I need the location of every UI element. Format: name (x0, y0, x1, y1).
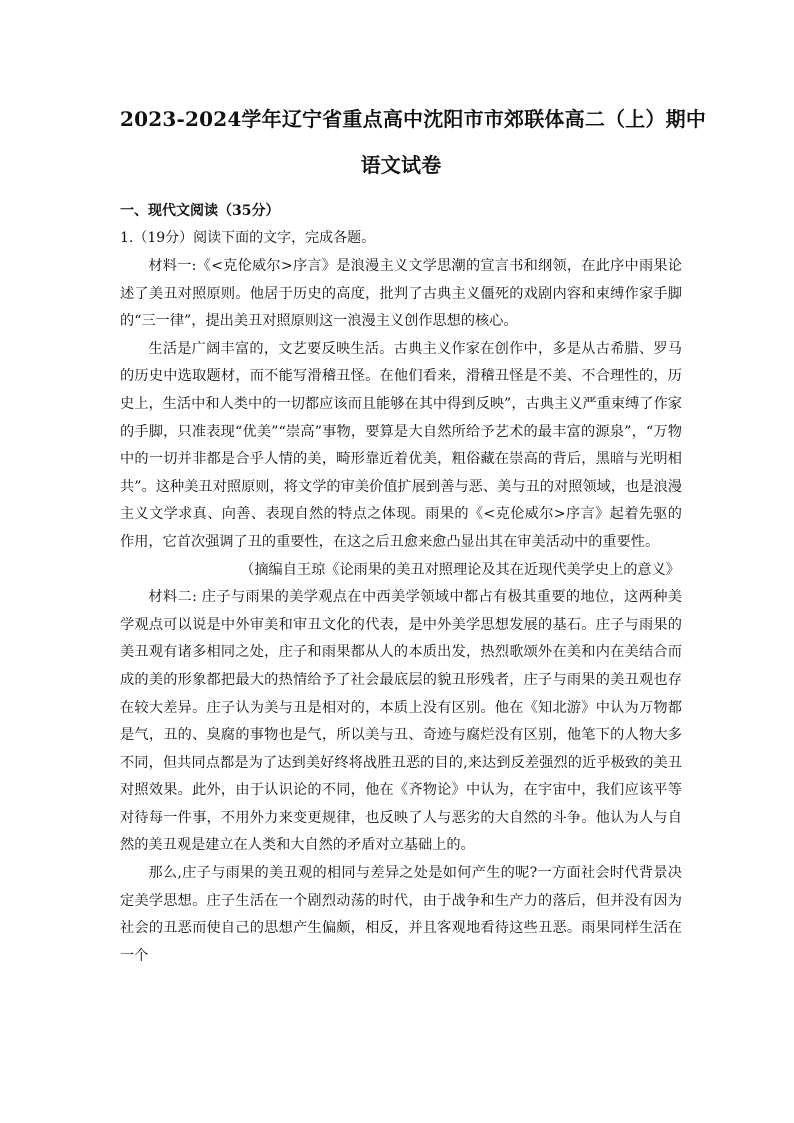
source-citation: （摘编自王琼《论雨果的美丑对照理论及其在近现代美学史上的意义》 (240, 561, 680, 578)
section-heading: 一、现代文阅读（35分） (120, 203, 280, 219)
material-one-paragraph: 材料一:《<克伦威尔>序言》是浪漫主义文学思潮的宣言书和纲领，在此序中雨果论述了美丑对照原则。他居于历史的高度，批判了古典主义僵死的戏剧内容和束缚作家手脚的“三一律”，提出美丑对照原则这一浪漫主义创作思想的核心。 (120, 258, 682, 330)
material-two-paragraph: 材料二: 庄子与雨果的美学观点在中西美学领域中都占有极其重要的地位，这两种美学观点可以说是中外审美和审丑文化的代表，是中外美学思想发展的基石。庄子与雨果的美丑观有诸多相同之处，庄子和雨果都从人的本质出发，热烈歌颂外在美和内在美结合而成的美的形象都把最大的热情给予了社会最底层的貌丑形残者，庄子与雨果的美丑观也存在较大差异。庄子认为美与丑是相对的，本质上没有区别。他在《知北游》中认为万物都是气，丑的、臭腐的事物也是气，所以美与丑、奇迹与腐烂没有区别，他笔下的人物大多不同，但共同点都是为了达到美好终将战胜丑恶的目的,来达到反差强烈的近乎极致的美丑对照效果。此外，由于认识论的不同，他在《齐物论》中认为，在宇宙中，我们应该平等对待每一件事，不用外力来变更规律，也反映了人与恶劣的大自然的斗争。他认为人与自然的美丑观是建立在人类和大自然的矛盾对立基础上的。 (120, 589, 682, 854)
body-paragraph: 那么,庄子与雨果的美丑观的相同与差异之处是如何产生的呢?一方面社会时代背景决定美学思想。庄子生活在一个剧烈动荡的时代，由于战争和生产力的落后，但并没有因为社会的丑恶而使自己的思想产生偏颇，相反，并且客观地看待这些丑恶。雨果同样生活在一个 (120, 865, 682, 964)
body-paragraph: 生活是广阔丰富的，文艺要反映生活。古典主义作家在创作中，多是从古希腊、罗马的历史中选取题材，而不能写滑稽丑怪。在他们看来，滑稽丑怪是不美、不合理性的，历史上，生活中和人类中的一切都应该而且能够在其中得到反映”，古典主义严重束缚了作家的手脚，只准表现“优美”“崇高”事物，要算是大自然所给予艺术的最丰富的源泉”，“万物中的一切并非都是合乎人情的美，畸形靠近着优美，粗俗藏在崇高的背后，黑暗与光明相共”。这种美丑对照原则，将文学的审美价值扩展到善与恶、美与丑的对照领域，也是浪漫主义文学求真、向善、表现自然的特点之体现。雨果的《<克伦威尔>序言》起着先驱的作用，它首次强调了丑的重要性，在这之后丑愈来愈凸显出其在审美活动中的重要性。 (120, 340, 682, 550)
document-title-line2: 语文试卷 (360, 153, 442, 177)
question-stem: 1.（19分）阅读下面的文字，完成各题。 (120, 230, 376, 246)
document-title-line1: 2023-2024学年辽宁省重点高中沈阳市市郊联体高二（上）期中 (120, 107, 707, 131)
